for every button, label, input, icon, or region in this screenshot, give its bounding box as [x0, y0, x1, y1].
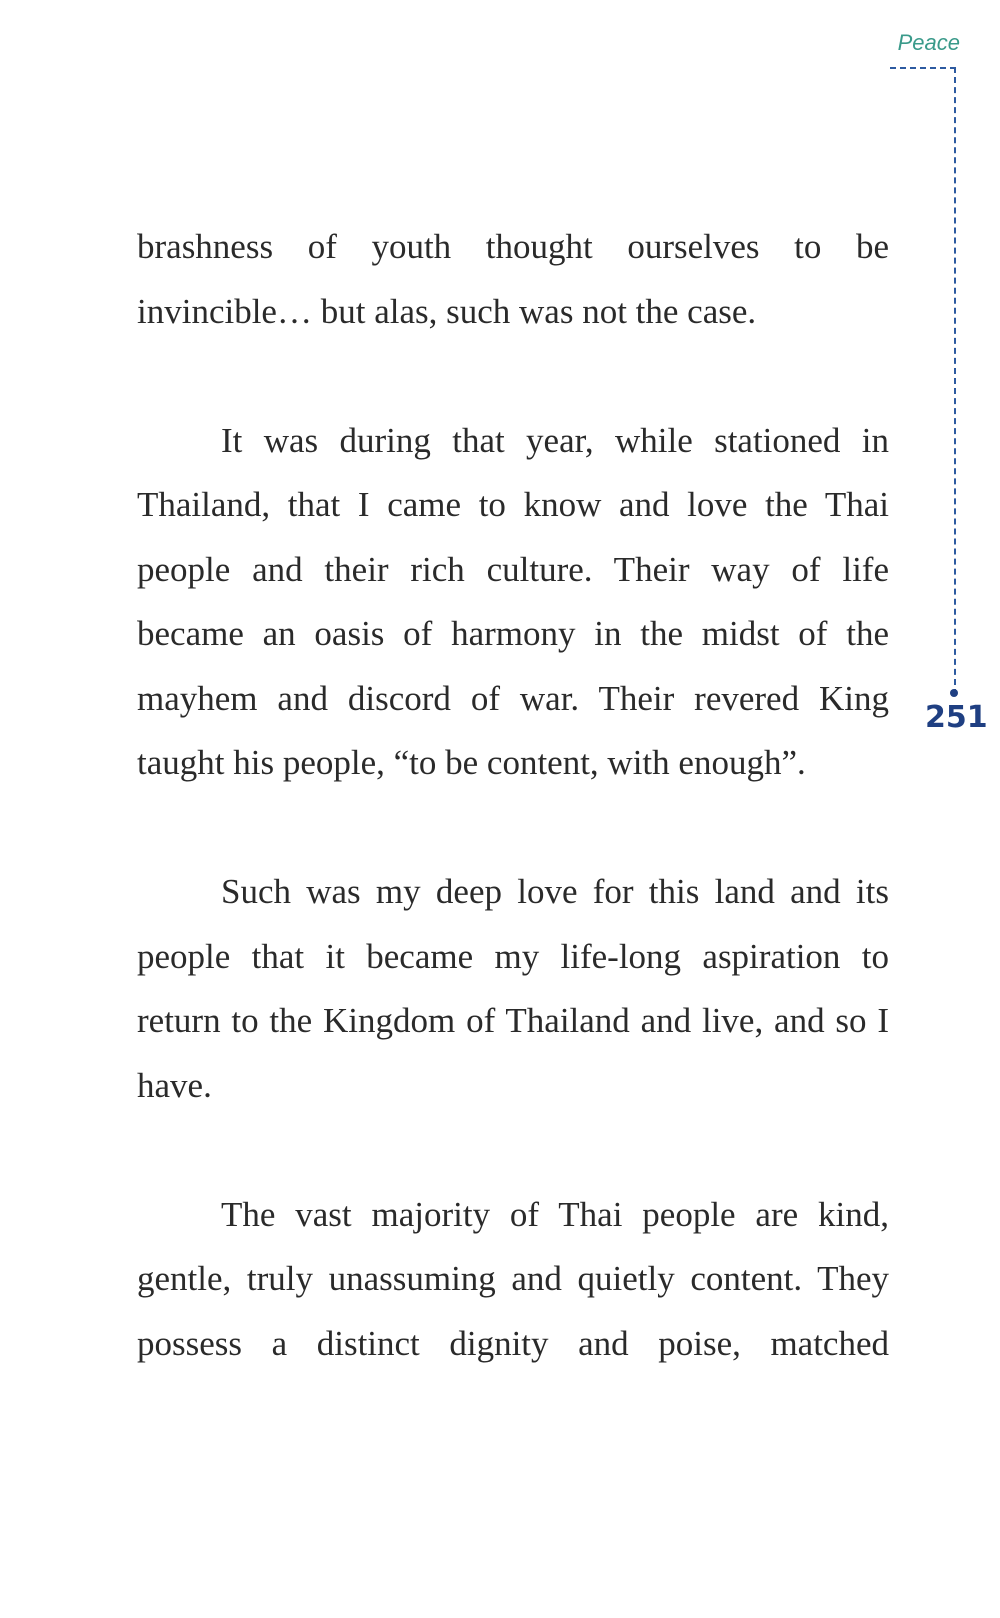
paragraph: It was during that year, while stationed in Thailand, that I came to know and love the Thai people and their rich culture. Their way of life became an oasis of harmony in the midst of the mayhem and discord of war. Their revered King taught his people, “to be content, with enough”. — [137, 420, 889, 782]
paragraph: Such was my deep love for this land and its people that it became my life-long aspiration to return to the Kingdom of Thailand and live, and so I have. — [137, 872, 889, 1105]
page-number: 251 — [925, 700, 988, 735]
paragraph-continued: brashness of youth thought ourselves to be invincible… but alas, such was not the case. — [137, 227, 889, 331]
body-text — [137, 215, 889, 1441]
page-guide-line — [890, 67, 956, 695]
running-head: Peace — [897, 30, 960, 55]
page-guide-dot — [950, 689, 958, 697]
paragraph: The vast majority of Thai people are kind, gentle, truly unassuming and quietly content. They possess a distinct dignity and poise, matched — [137, 1194, 889, 1363]
